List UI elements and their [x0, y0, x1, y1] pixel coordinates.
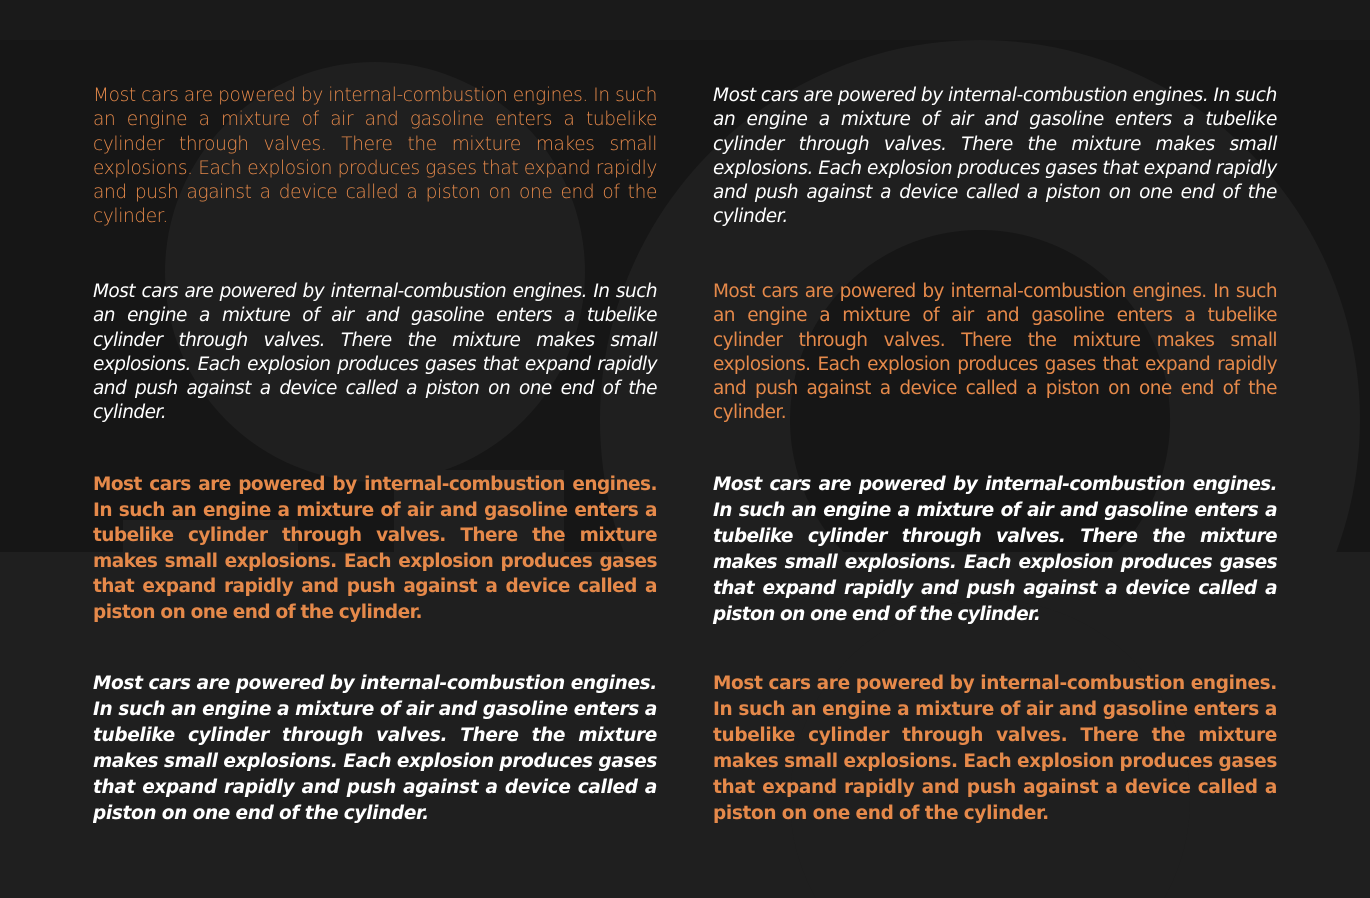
specimen-light-left: Most cars are powered by internal-combustion engines. In such an engine a mixture of air and gasoline enters a tubelike cylinder through valves. There the mixture makes small explosions. Each explosion produces gases that expand rapidly and push against a device called a piston on one end of the cylinder. — [93, 85, 657, 228]
specimen-regular-italic-left: Most cars are powered by internal-combustion engines. In such an engine a mixture of air and gasoline enters a tubelike cylinder through valves. There the mixture makes small explosions. Each explosion produces gases that expand rapidly and push against a device called a piston on one end of the cylinder. — [93, 281, 657, 424]
specimen-black-right: Most cars are powered by internal-combustion engines. In such an engine a mixture of air and gasoline enters a tubelike cylinder through valves. There the mixture makes small explosions. Each explosion produces gases that expand rapidly and push against a device called a piston on one end of the cylinder. — [713, 673, 1277, 824]
specimen-bold-italic-right: Most cars are powered by internal-combustion engines. In such an engine a mixture of air and gasoline enters a tubelike cylinder through valves. There the mixture makes small explosions. Each explosion produces gases that expand rapidly and push against a device called a piston on one end of the cylinder. — [713, 474, 1277, 625]
specimen-regular-right: Most cars are powered by internal-combustion engines. In such an engine a mixture of air and gasoline enters a tubelike cylinder through valves. There the mixture makes small explosions. Each explosion produces gases that expand rapidly and push against a device called a piston on one end of the cylinder. — [713, 281, 1277, 424]
specimen-light-italic-right: Most cars are powered by internal-combustion engines. In such an engine a mixture of air and gasoline enters a tubelike cylinder through valves. There the mixture makes small explosions. Each explosion produces gases that expand rapidly and push against a device called a piston on one end of the cylinder. — [713, 85, 1277, 228]
specimen-black-italic-left: Most cars are powered by internal-combustion engines. In such an engine a mixture of air and gasoline enters a tubelike cylinder through valves. There the mixture makes small explosions. Each explosion produces gases that expand rapidly and push against a device called a piston on one end of the cylinder. — [93, 673, 657, 824]
specimen-semibold-left: Most cars are powered by internal-combustion engines. In such an engine a mixture of air and gasoline enters a tubelike cylinder through valves. There the mixture makes small explosions. Each explosion produces gases that expand rapidly and push against a device called a piston on one end of the cylinder. — [93, 474, 657, 623]
